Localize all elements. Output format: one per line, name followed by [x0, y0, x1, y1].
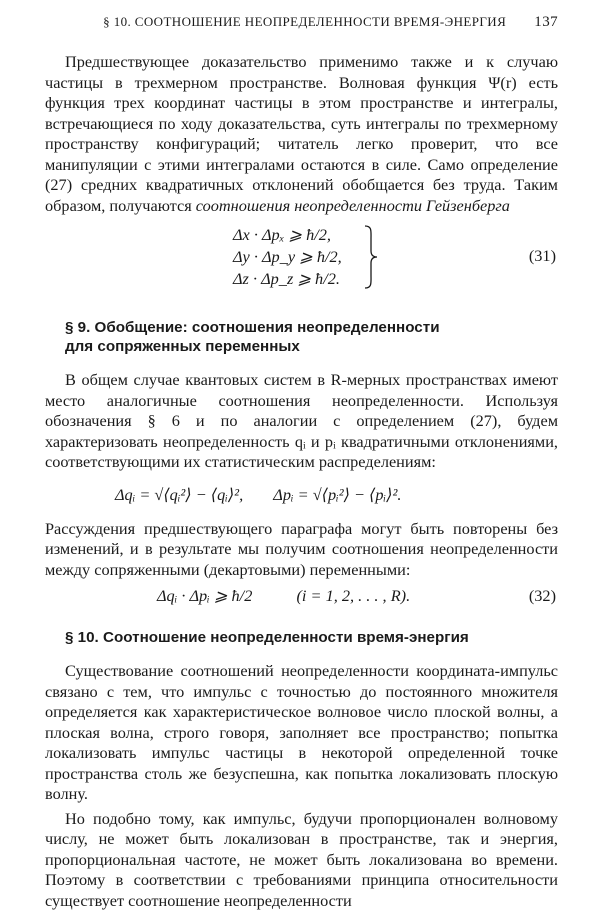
paragraph-1-text: Предшествующее доказательство применимо также и к случаю частицы в трехмерном пространстве. Волновая функция Ψ(r) есть функция трех координат частицы в этом пространстве и интегралы, встречающиеся по ходу доказательства, суть интегралы по трехмерному пространству конфигураций; читатель легко проверит, что все манипуляции с этими интегралами остаются в силе. Само определение (27) средних квадратичных отклонений обобщается без труда. Таким образом, получаются [45, 52, 558, 215]
equation-delta-p: Δpᵢ = √⟨pᵢ²⟩ − ⟨pᵢ⟩². [273, 485, 401, 504]
section-9-title [65, 318, 558, 356]
equation-32 [45, 584, 558, 610]
running-header [45, 14, 558, 31]
paragraph-1-italic: соотношения неопределенности Гейзенберга [196, 196, 510, 215]
section-10-title: § 10. Соотношение неопределенности время-энергия [65, 628, 558, 647]
equation-31-lines [233, 224, 342, 290]
equation-delta-q: Δqᵢ = √⟨qᵢ²⟩ − ⟨qᵢ⟩², [115, 485, 243, 504]
equation-32-range: (i = 1, 2, . . . , R). [297, 586, 411, 605]
equation-31-line-2: Δy · Δp_y ⩾ ħ/2, [233, 246, 342, 268]
paragraph-3: Рассуждения предшествующего параграфа могут быть повторены без изменений, и в результате мы получим соотношения неопределенности между сопряженными (декартовыми) переменными: [45, 519, 558, 581]
equation-31-number: (31) [529, 246, 556, 266]
section-9-title-line-2: для сопряженных переменных [65, 337, 558, 356]
page-number: 137 [534, 14, 558, 31]
paragraph-5: Но подобно тому, как импульс, будучи пропорционален волновому числу, не может быть локализован в пространстве, так и энергия, пропорциональная частоте, не может быть локализована во времени. Поэтому в соответствии с требованиями принципа относительности существует соотношение неопределенности [45, 809, 558, 911]
page [45, 14, 558, 911]
equation-31 [45, 222, 558, 296]
paragraph-1 [45, 52, 558, 216]
paragraph-2: В общем случае квантовых систем в R-мерных пространствах имеют место аналогичные соотношения неопределенности. Используя обозначения § 6 и по аналогии с определением (27), будем характеризовать неопределенность qᵢ и pᵢ квадратичными отклонениями, соответствующими их статистическим распределениям: [45, 370, 558, 473]
equation-32-number: (32) [529, 586, 556, 606]
equation-definitions-body [115, 485, 401, 505]
section-9-title-line-1: § 9. Обобщение: соотношения неопределенности [65, 318, 558, 337]
paragraph-4: Существование соотношений неопределенности координата-импульс связано с тем, что импульс с точностью до постоянного множителя определяется как характеристическое волновое число плоской волны, а плоская волна, строго говоря, заполняет все пространство; попытка локализовать импульс частицы в некоторой определенной точке пространства столь же безуспешна, как попытка локализовать плоскую волну. [45, 661, 558, 805]
equation-definitions [45, 479, 558, 515]
right-brace-icon [363, 225, 379, 289]
running-title: § 10. СООТНОШЕНИЕ НЕОПРЕДЕЛЕННОСТИ ВРЕМЯ-ЭНЕРГИЯ [45, 14, 534, 30]
equation-32-body [157, 586, 410, 606]
equation-31-line-1: Δx · Δpₓ ⩾ ħ/2, [233, 224, 342, 246]
equation-31-line-3: Δz · Δp_z ⩾ ħ/2. [233, 268, 342, 290]
equation-32-formula: Δqᵢ · Δpᵢ ⩾ ħ/2 [157, 586, 252, 605]
